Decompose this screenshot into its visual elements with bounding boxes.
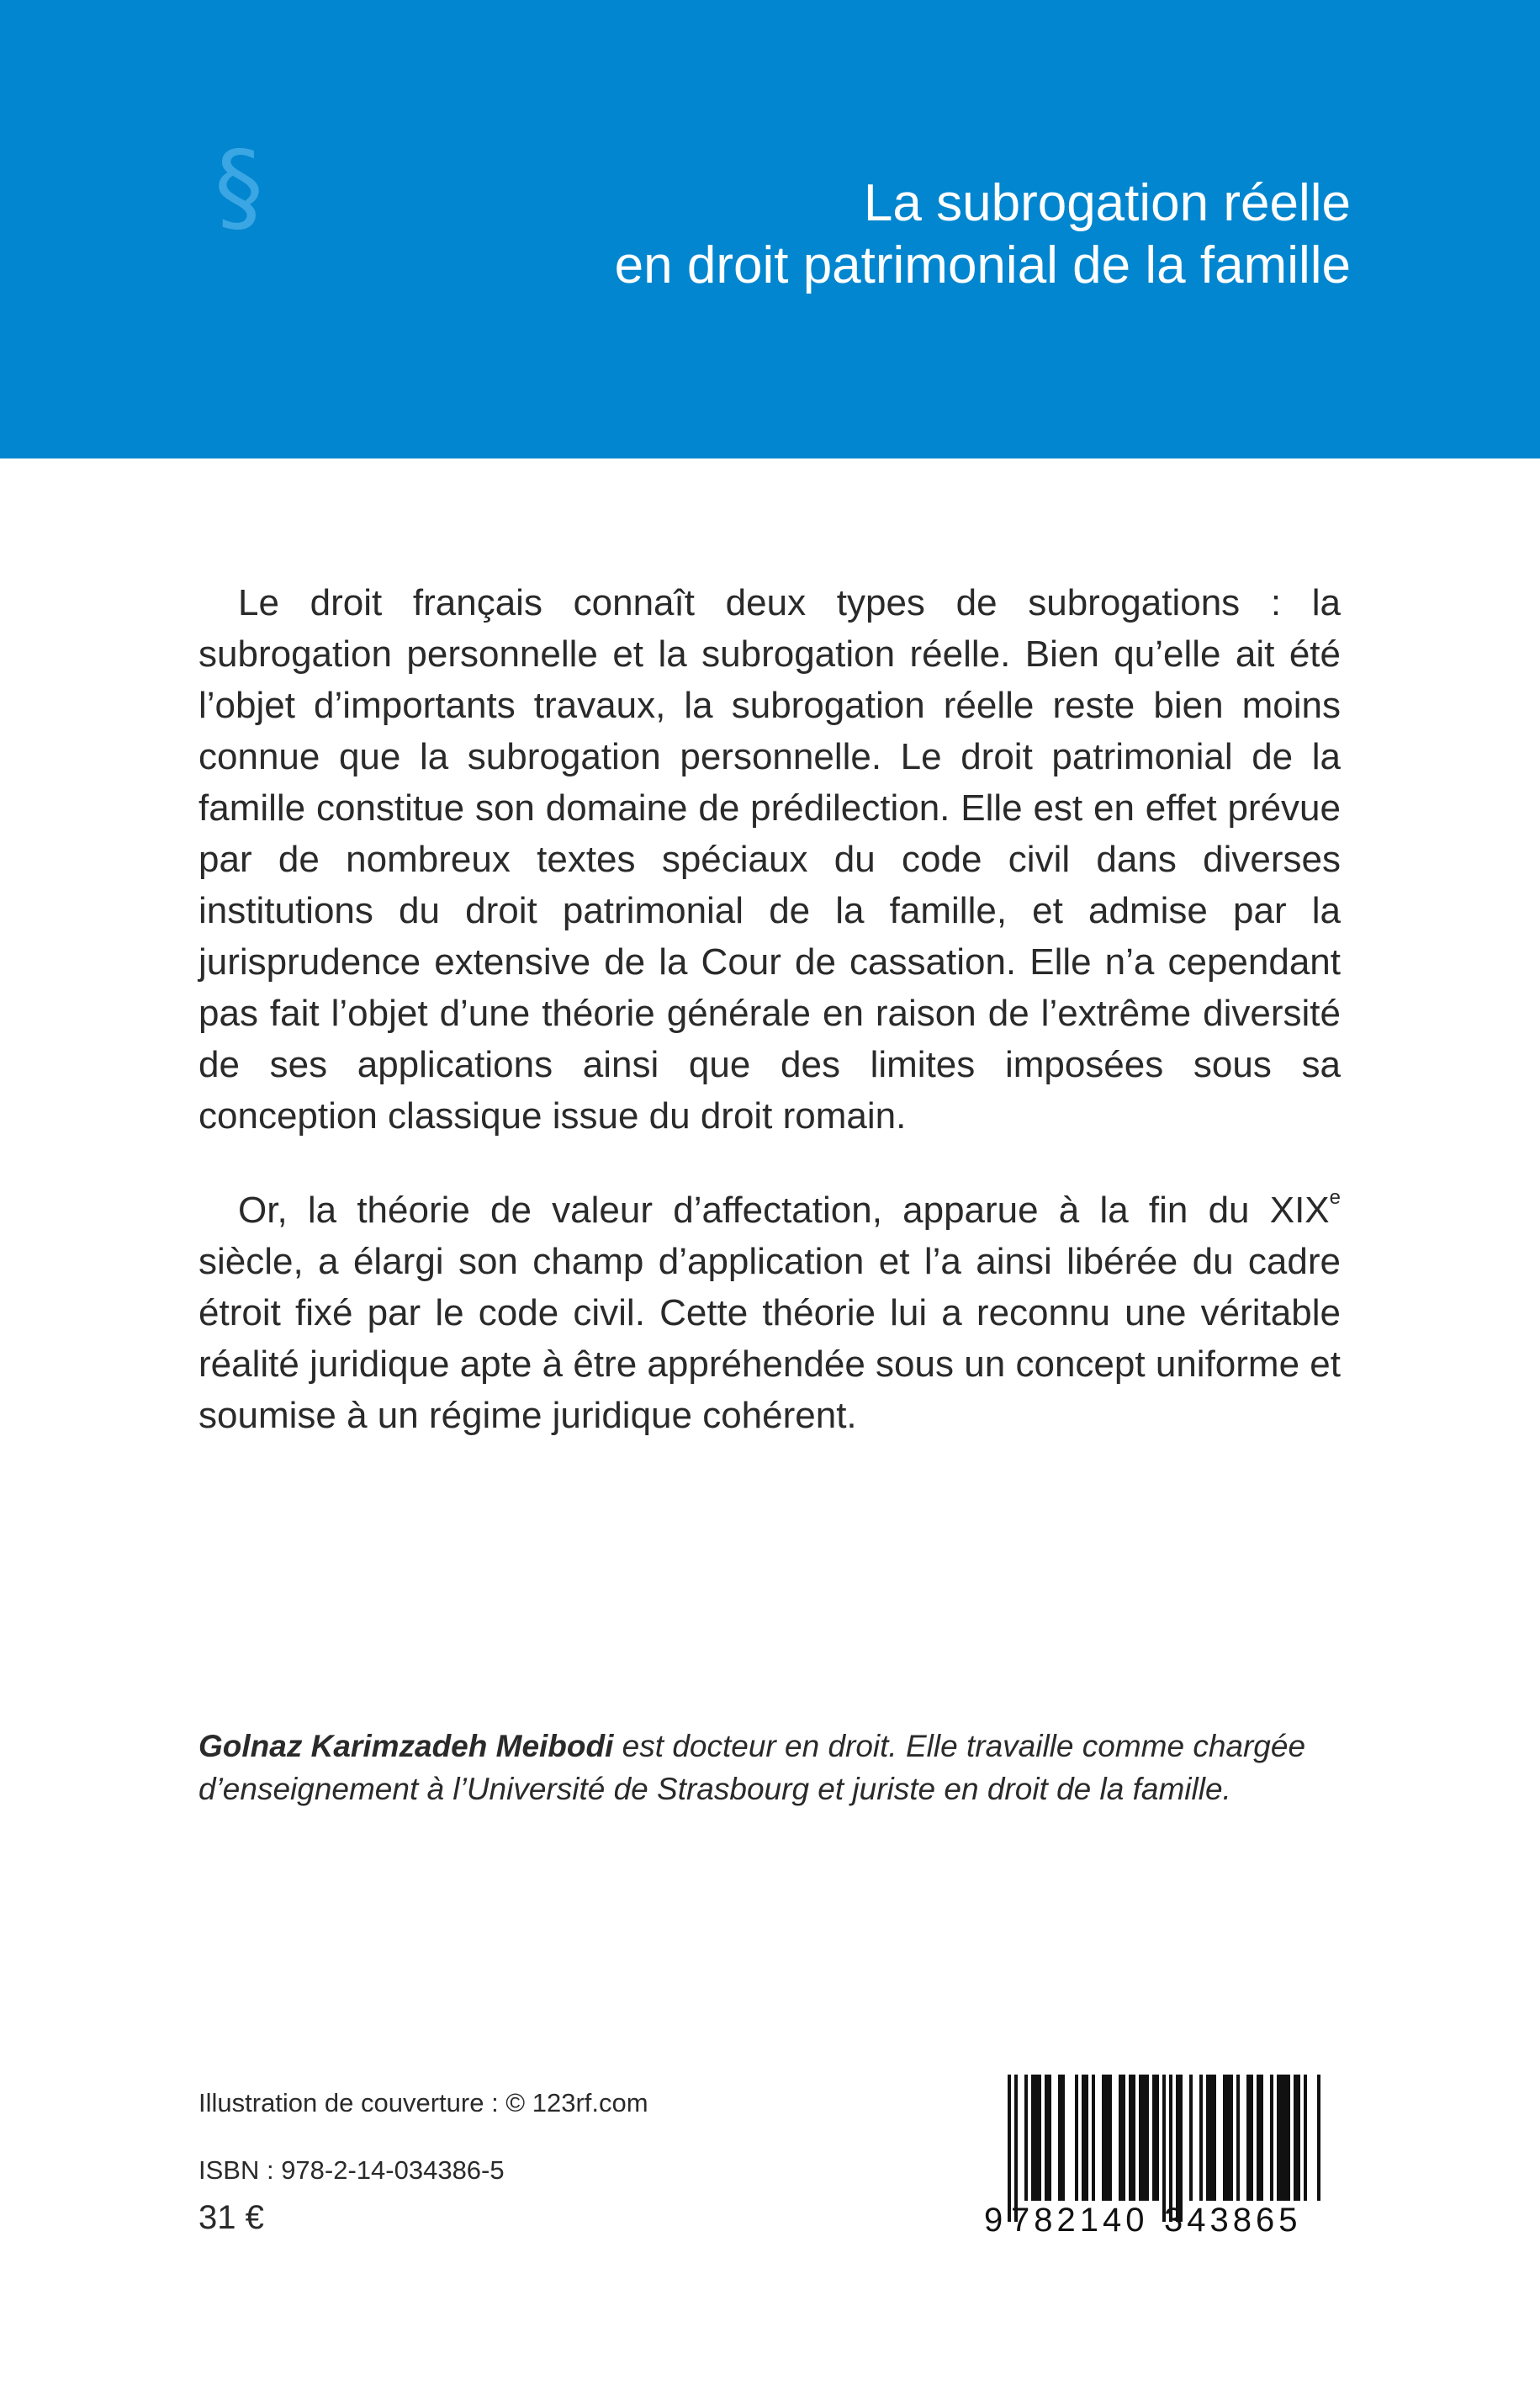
book-title: [615, 172, 1351, 297]
barcode-bar: [1031, 2075, 1041, 2201]
barcode-bar: [1082, 2075, 1088, 2201]
barcode-digits: [984, 2199, 1320, 2241]
barcode-bar: [1129, 2075, 1135, 2201]
barcode-bar: [1102, 2075, 1112, 2201]
barcode-digits-right: 343865: [1164, 2202, 1302, 2239]
barcode-bar: [1294, 2075, 1300, 2201]
barcode-digit-first: 9: [984, 2202, 1003, 2239]
barcode-bar: [1277, 2075, 1290, 2201]
superscript-e: e: [1329, 1186, 1341, 1209]
barcode-bar: [1304, 2075, 1307, 2201]
barcode-bar: [1119, 2075, 1125, 2201]
barcode-bar: [1270, 2075, 1273, 2201]
summary-paragraph-1: Le droit français connaît deux types de subrogations : la subrogation personnelle et la subrogation réelle. Bien qu’elle ait été l’objet d’importants travaux, la subrogation réelle reste bien moins connue que la subrogation personnelle. Le droit patrimonial de la famille constitue son domaine de prédilection. Elle est en effet prévue par de nombreux textes spéciaux du code civil dans diverses institutions du droit patrimonial de la famille, et admise par la jurisprudence extensive de la Cour de cassation. Elle n’a cependant pas fait l’objet d’une théorie générale en raison de l’extrême diversité de ses applications ainsi que des limites imposées sous sa conception classique issue du droit romain.: [198, 582, 1341, 1137]
barcode-digits-left: 782140: [1011, 2202, 1149, 2239]
summary-paragraph-2-end: siècle, a élargi son champ d’application et l’a ainsi libérée du cadre étroit fixé par le code civil. Cette théorie lui a reconnu une véritable réalité juridique apte à être appréhendée sous un concept uniforme et soumise à un régime juridique cohérent.: [198, 1241, 1341, 1436]
author-name: Golnaz Karimzadeh Meibodi: [198, 1729, 614, 1763]
summary-paragraph-2: [198, 1185, 1341, 1441]
section-sign-icon: §: [214, 130, 263, 244]
barcode-bar: [1152, 2075, 1159, 2201]
price: 31 €: [198, 2199, 264, 2236]
barcode-bar: [1206, 2075, 1216, 2201]
isbn-number: ISBN : 978-2-14-034386-5: [198, 2155, 505, 2185]
author-bio: [198, 1725, 1341, 1810]
barcode-bar: [1189, 2075, 1193, 2201]
barcode-bar: [1024, 2075, 1028, 2201]
barcode-bar: [1058, 2075, 1065, 2201]
barcode-bar: [1317, 2075, 1320, 2201]
barcode-bar: [1223, 2075, 1233, 2201]
barcode: [984, 2075, 1320, 2260]
barcode-bar: [1045, 2075, 1051, 2201]
summary-paragraph-2-start: Or, la théorie de valeur d’affectation, apparue à la fin du XIX: [238, 1190, 1330, 1231]
cover-header-band: [0, 0, 1540, 458]
author-bio-text: est docteur en droit. Elle travaille comme chargée d’enseignement à l’Université de Strasbourg et juriste en droit de la famille.: [198, 1729, 1306, 1806]
barcode-bar: [1236, 2075, 1240, 2201]
barcode-bar: [1075, 2075, 1078, 2201]
barcode-bar: [1246, 2075, 1253, 2201]
cover-illustration-credit: Illustration de couverture : © 123rf.com: [198, 2088, 648, 2117]
barcode-bar: [1092, 2075, 1095, 2201]
book-title-line-2: en droit patrimonial de la famille: [614, 236, 1351, 294]
book-title-line-1: La subrogation réelle: [863, 174, 1351, 232]
barcode-bar: [1139, 2075, 1149, 2201]
barcode-bar: [1199, 2075, 1203, 2201]
barcode-bar: [1257, 2075, 1263, 2201]
